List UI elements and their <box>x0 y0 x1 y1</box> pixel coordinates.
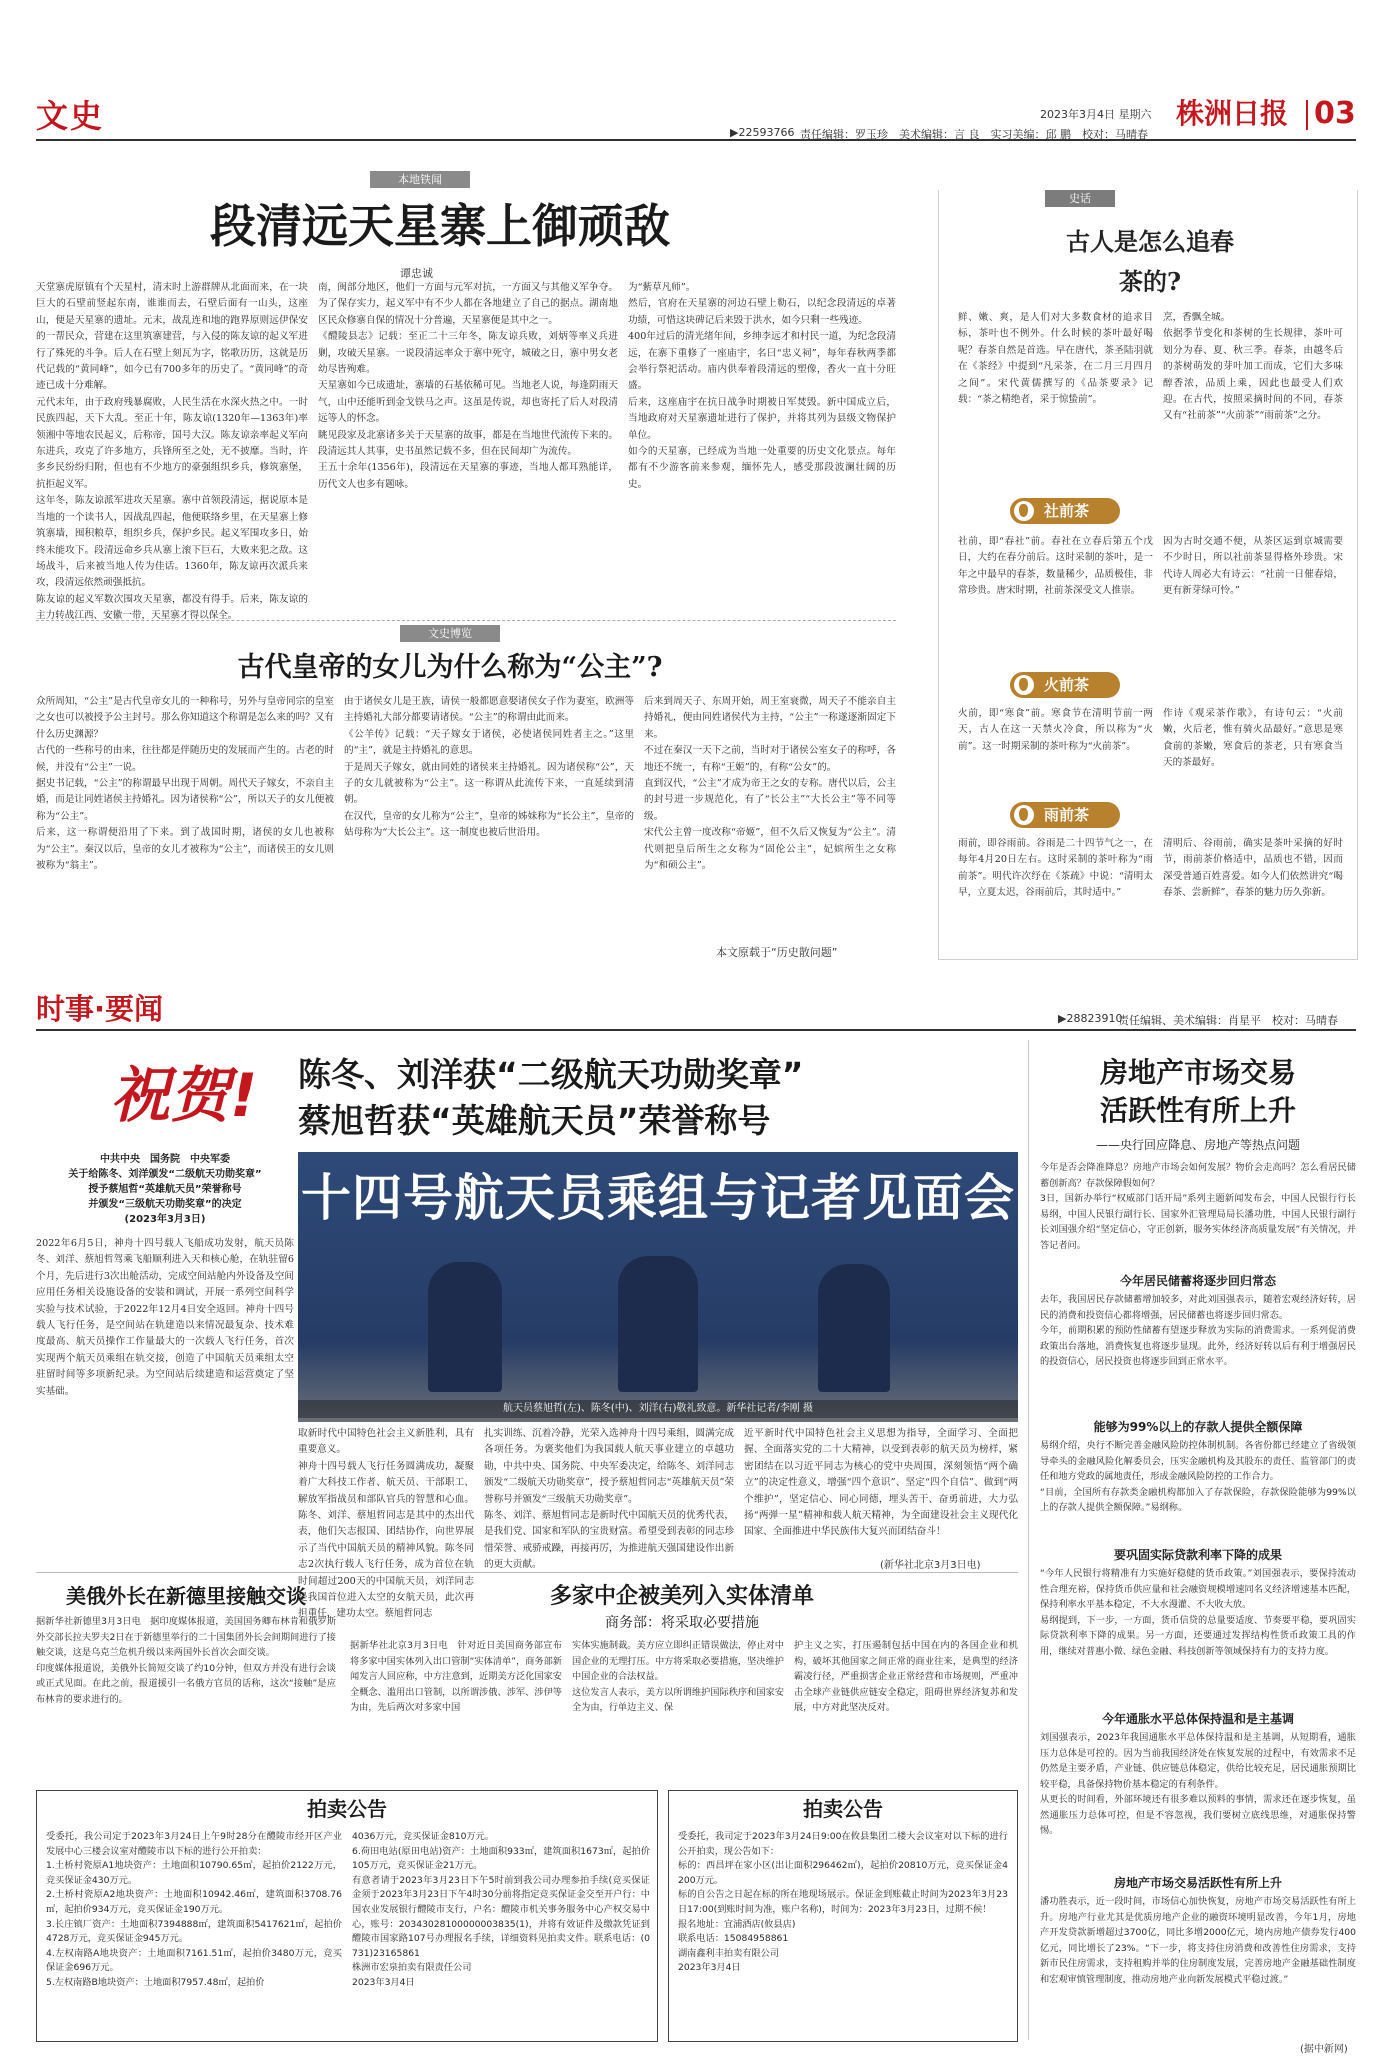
housing-title-2: 活跃性有所上升 <box>1099 1094 1296 1127</box>
russia-body: 据新华社新德里3月3日电 据印度媒体报道，美国国务卿布林肯和俄罗斯外交部长拉夫罗夫2日在于新德里举行的二十国集团外长会间期间进行了接触交谈，这是乌克兰危机升级以来两国外长首次会面交谈。 印度媒体报道说，美俄外长简短交谈了约10分钟，但双方并没有进行会谈或正式见面。在此之前，报道援引一名俄方官员的话称，这次“接触”是应布林肯的要求进行的。 <box>36 1616 336 1705</box>
section-title: 文史 <box>36 97 105 135</box>
housing-sub5: 房地产市场交易活跃性有所上升 <box>1113 1876 1282 1890</box>
sidebar-sub3-b: 清明后、谷雨前，确实是茶叶采摘的好时节，雨前茶价格适中，品质也不错，因而深受普通百姓喜爱。如今人们依然讲究“喝春茶、尝新鲜”，春茶的魅力历久弥新。 <box>1163 838 1343 899</box>
story1-col3: 为“紫草凡师”。 然后，官府在天星寨的河边石壁上勒石，以纪念段清远的卓著功绩，可惜这块碑记后来毁于洪水，如今只剩一些残迹。 400年过后的清光绪年间，乡绅李远才和村民一道，为纪念段清远，在寨下重修了一座庙宇，名曰“忠义祠”，每年春秋两季都会举行祭祀活动。庙内供奉着段清远的塑像，香火一直十分旺盛。 后来，这座庙宇在抗日战争时期被日军焚毁。新中国成立后，当地政府对天星寨遗址进行了保护，并将其列为县级文物保护单位。 如今的天星寨，已经成为当地一处重要的历史文化景点。每年都有不少游客前来参观，缅怀先人，感受那段波澜壮阔的历史。 <box>628 282 896 490</box>
story2-kicker: 文史博览 <box>400 625 500 642</box>
sidebar-sub2: 火前茶 <box>1010 672 1120 698</box>
news-editors: 责任编辑、美术编辑：肖星平 校对：马晴春 <box>1118 1014 1338 1027</box>
leaf-icon <box>1014 675 1034 695</box>
lead-col2: 取新时代中国特色社会主义新胜利，具有重要意义。 神舟十四号载人飞行任务圆满成功，凝聚着广大科技工作者、航天员、干部职工、解放军指战员和部队官兵的智慧和心血。陈冬、刘洋、蔡旭哲同志是其中的杰出代表，他们矢志报国、团结协作，向世界展示了当代中国航天员的精神风貌。陈冬同志2次执行载人飞行任务，成为首位在轨时间超过200天的中国航天员，刘洋同志是我国首位进入太空的女航天员，此次再担重任，建功太空。蔡旭哲同志 <box>298 1428 474 1620</box>
housing-p3: 易纲介绍，央行不断完善金融风险防控体制机制。各省份都已经建立了省级领导牵头的金融风险化解委员会，压实金融机构及其股东的责任、监管部门的责任和地方党政的属地责任，形成金融风险防控的工作合力。 “目前，全国所有存款类金融机构都加入了存款保险，存款保险能够为99%以上的存款人提供全额保障。”易纲称。 <box>1040 1440 1356 1513</box>
lead-col1: 2022年6月5日，神舟十四号载人飞船成功发射，航天员陈冬、刘洋、蔡旭哲驾乘飞船顺利进入天和核心舱，在轨驻留6个月，先后进行3次出舱活动，完成空间站舱内外设备及空间应用任务相关设施设备的安装和调试，开展一系列空间科学实验与技术试验，于2022年12月4日安全返回。神舟十四号载人飞行任务，是空间站在轨建造以来情况最复杂、技术难度最高、航天员操作工作量最大的一次载人飞行任务，首次实现两个航天员乘组在轨交接，创造了中国航天员乘组太空驻留时间等多项新纪录。为空间站后续建造和运营奠定了坚实基础。 <box>36 1238 294 1397</box>
astronaut-right <box>818 1264 890 1392</box>
astronaut-left <box>428 1262 502 1392</box>
sidebar-intro2: 烹，香飘全城。 依据季节变化和茶树的生长规律，茶叶可划分为春、夏、秋三季。春茶，由越冬后的茶树萌发的芽叶加工而成，它们大多味醇香浓，品质上乘，因此也最受人们欢迎。在古代，按照采摘时间的不同，春茶又有“社前茶”“火前茶”“雨前茶”之分。 <box>1163 312 1343 422</box>
sidebar-title-text: 古人是怎么追春茶的? <box>1066 227 1234 296</box>
lead-photo <box>298 1152 1018 1422</box>
sidebar-kicker: 史话 <box>1045 190 1115 207</box>
housing-sub2: 能够为99%以上的存款人提供全额保障 <box>1093 1420 1303 1434</box>
sidebar-title <box>1055 222 1245 302</box>
auction2-title: 拍卖公告 <box>803 1797 883 1821</box>
congrats-banner: 祝贺! <box>110 1061 258 1131</box>
story-divider <box>36 620 896 621</box>
housing-p6: 潘功胜表示，近一段时间，市场信心加快恢复，房地产市场交易活跃性有所上升。房地产行业尤其是优质房地产企业的融资环境明显改善，今年1月，房地产开发贷款新增超过3700亿，同比多增2000亿元，境内房地产债券发行400亿元，同比增长了23%。“下一步，将支持住房消费和改善性住房需求，支持新市民住房需求，支持租购并举的住房制度发展，完善房地产金融基础性制度和宏观审慎管理制度，推动房地产业向新发展模式平稳过渡。” <box>1040 1896 1356 1985</box>
header-phone: ▶22593766 <box>730 126 795 139</box>
russia-title: 美俄外长在新德里接触交谈 <box>66 1584 306 1608</box>
housing-p1: 今年是否会降准降息？房地产市场会如何发展？物价会走高吗？怎么看居民储蓄创新高？存款保障假如何？ 3日，国新办举行“权威部门话开局”系列主题新闻发布会，中国人民银行行长易纲，中国人民银行副行长、国家外汇管理局局长潘功胜，中国人民银行副行长刘国强介绍“坚定信心，守正创新，服务实体经济高质量发展”有关情况，并答记者问。 <box>1040 1162 1356 1251</box>
auction1-title: 拍卖公告 <box>307 1797 387 1821</box>
lead-title-1: 陈冬、刘洋获“二级航天功勋奖章” <box>298 1055 804 1094</box>
sidebar-sub1: 社前茶 <box>1010 498 1120 524</box>
lead-decision: 中共中央 国务院 中央军委 关于给陈冬、刘洋颁发“二级航天功勋奖章” 授予蔡旭哲“英雄航天员”荣誉称号 并颁发“三级航天功勋奖章”的决定 (2023年3月3日) <box>68 1154 262 1225</box>
lead-col4: 近平新时代中国特色社会主义思想为指导，全面学习、全面把握、全面落实党的二十大精神，以受到表彰的航天员为榜样，紧密团结在以习近平同志为核心的党中央周围，深刻领悟“两个确立”的决定性意义，增强“四个意识”、坚定“四个自信”、做到“两个维护”，坚定信心、同心同德，埋头苦干、奋勇前进，大力弘扬“两弹一星”精神和载人航天精神，为全面建设社会主义现代化国家、全面推进中华民族伟大复兴而团结奋斗！ <box>744 1428 1018 1538</box>
story1-col1: 天堂寨虎原镇有个天星村，清末时上游群牌从北面而来，在一块巨大的石壁前竖起东南，谁谁而去，石壁后面有一山头，这座山，便是天星寨的遗址。元末，战乱连和地的跑界原则远伊保安的一帮民众，营建在这里筑寨建营，与入侵的陈友谅的起义军进行了殊死的斗争。后人在石壁上刻瓦为字，铭歌历历，这就是历代记载的“黄同峰”，如今已有700多年的历史了。“黄同峰”的奇迹已成十分难解。 元代末年，由于政府残暴腐败，人民生活在水深火热之中。一时民族四起，天下大乱。至正十年，陈友谅(1320年—1363年)率领湘中等地农民起义，后称帝，国号大汉。陈友谅亲率起义军向东进兵，攻克了许多地方，兵锋所至之处，无不披靡。当时，许多乡民纷纷归附，但也有不少地方的豪强组织乡兵，修筑寨堡，抗拒起义军。 这年冬，陈友谅派军进攻天星寨。寨中首领段清远，据说原本是当地的一个读书人，因战乱四起，他便联络乡里，在天星寨上修筑寨墙，囤积粮草，组织乡兵，保护乡民。起义军围攻多日，始终未能攻下。段清远命乡兵从寨上滚下巨石，大败来犯之敌。这场战斗，后来被当地人传为佳话。1360年，陈友谅再次派兵来攻，段清远依然顽强抵抗。 陈友谅的起义军数次围攻天星寨，都没有得手。后来，陈友谅的主力转战江西、安徽一带，天星寨才得以保全。 <box>36 282 308 622</box>
header-rule <box>36 139 1356 141</box>
entity-subtitle: 商务部：将采取必要措施 <box>605 1615 759 1631</box>
sidebar-sub2-a: 火前，即“寒食”前。寒食节在清明节前一两天，古人在这一天禁火冷食，所以称为“火前”。这一时期采制的茶叶称为“火前茶”。 <box>958 708 1153 752</box>
auction2-body: 受委托，我司定于2023年3月24日9:00在攸县集团二楼大会议室对以下标的进行公开拍卖，现公告如下： 标的：西昌坪在家小区(出让面积296462㎡)，起拍价20810万元，竞买保证金4200万元。 标的自公告之日起在标的所在地现场展示。保证金到账截止时间为2023年3月23日17:00(到账时间为准，账户名称)，时间为：2023年3月23日，过期不候！ 报名地址：宜浦酒店(攸县店) 联系电话：15084958861 湖南鑫利丰拍卖有限公司 2023年3月4日 <box>678 1831 1008 1974</box>
entity-col3: 护主义之实，打压遏制包括中国在内的各国企业和机构，破坏其他国家之间正常的商业往来，是典型的经济霸凌行径，严重损害企业正常经营和市场规则，严重冲击全球产业链供应链安全稳定，阻碍世界经济复苏和发展，中方对此坚决反对。 <box>794 1640 1018 1713</box>
header-date: 2023年3月4日 星期六 <box>1040 108 1152 121</box>
entity-col2: 实体实施制裁。美方应立即纠正错误做法，停止对中国企业的无理打压。中方将采取必要措施，坚决维护中国企业的合法权益。 这位发言人表示，美方以所谓维护国际秩序和国家安全为由，行单边主义、保 <box>572 1640 784 1713</box>
story1-author: 谭忠诚 <box>400 267 433 280</box>
leaf-icon <box>1014 805 1034 825</box>
housing-credit: (据中新网) <box>1300 2044 1348 2055</box>
story1-title: 段清远天星寨上御顽敌 <box>210 199 670 253</box>
story1-col2: 南，闽部分地区，他们一方面与元军对抗，一方面又与其他义军争夺。为了保存实力，起义军中有不少人都在各地建立了自己的据点。湖南地区民众修寨自保的情况十分普遍，天星寨便是其中之一。 《醴陵县志》记载：至正二十三年冬，陈友谅兵败，刘炳等率义兵进剿，攻破天星寨。一说段清远率众于寨中死守，城破之日，寨中男女老幼尽皆殉难。 天星寨如今已成遗址，寨墙的石基依稀可见。当地老人说，每逢阴雨天气，山中还能听到金戈铁马之声。这虽是传说，却也寄托了后人对段清远等人的怀念。 眺见段家及北寨诸多关于天星寨的故事，都是在当地世代流传下来的。段清远其人其事，史书虽然记载不多，但在民间却广为流传。 王五十余年(1356年)，段清远在天星寨的事迹，当地人都耳熟能详，历代文人也多有题咏。 <box>318 282 618 490</box>
entity-title: 多家中企被美列入实体清单 <box>549 1583 814 1609</box>
sidebar-intro: 鲜、嫩、爽，是人们对大多数食材的追求目标，茶叶也不例外。什么时候的茶叶最好喝呢？春茶自然是首选。早在唐代，茶圣陆羽就在《茶经》中提到“凡采茶，在二月三月四月之间”。宋代黄儒撰写的《品茶要录》记载：“茶之精绝者，采于惊蛰前”。 <box>958 312 1153 406</box>
sidebar-sub2-b: 作诗《观采茶作歌》，有诗句云：“火前嫩，火后老，惟有骑火品最好。”意思是寒食前的茶嫩，寒食后的茶老，只有寒食当天的茶最好。 <box>1163 708 1343 769</box>
header-sep <box>1306 100 1308 130</box>
housing-p4: “今年人民银行将精准有力实施好稳健的货币政策。”刘国强表示，要保持流动性合理充裕，保持货币供应量和社会融资规模增速同名义经济增速基本匹配，保持利率水平基本稳定，不大水漫灌、不大收大放。 易纲提到，下一步，一方面，货币信贷的总量要适度、节奏要平稳，要巩固实际贷款利率下降的成果。另一方面，还要通过发挥结构性货币政策工具的作用，继续对普惠小微、绿色金融、科技创新等领域保持有力的支持力度。 <box>1040 1568 1356 1657</box>
housing-subtitle: ——央行回应降息、房地产等热点问题 <box>1095 1138 1300 1152</box>
lead-col3: 扎实训练、沉着冷静，光荣入选神舟十四号乘组，圆满完成各项任务。为褒奖他们为我国载人航天事业建立的卓越功勋，中共中央、国务院、中央军委决定，给陈冬、刘洋同志颁发“二级航天功勋奖章”，授予蔡旭哲同志“英雄航天员”荣誉称号并颁发“三级航天功勋奖章”。 陈冬、刘洋、蔡旭哲同志是新时代中国航天员的优秀代表，是我们党、国家和军队的宝贵财富。希望受到表彰的同志珍惜荣誉、戒骄戒躁，再接再厉，为推进航天强国建设作出新的更大贡献。 <box>484 1428 734 1571</box>
news-phone: ▶28823910 <box>1058 1012 1123 1025</box>
lead-title-2: 蔡旭哲获“英雄航天员”荣誉称号 <box>298 1101 771 1140</box>
sidebar-sub3: 雨前茶 <box>1010 802 1120 828</box>
news-column-rule <box>1028 1040 1029 2040</box>
housing-p5: 刘国强表示，2023年我国通胀水平总体保持温和是主基调，从短期看，通胀压力总体是可控的。因为当前我国经济处在恢复发展的过程中，有效需求不足仍然是主要矛盾，产业链、供应链总体稳定，供给比较充足，居民通胀预期比较平稳，具备保持物价基本稳定的有利条件。 从更长的时间看，外部环境还有很多难以预料的事情，需求还在逐步恢复，虽然通胀压力总体可控，但是不容忽视，我们要树立底线思维，对通胀保持警惕。 <box>1040 1732 1356 1836</box>
sidebar-sub3-a: 雨前，即谷雨前。谷雨是二十四节气之一，在每年4月20日左右。这时采制的茶叶称为“雨前茶”。明代许次纾在《茶疏》中说：“清明太早，立夏太迟，谷雨前后，其时适中。” <box>958 838 1153 899</box>
header-editors: 责任编辑：罗玉珍 美术编辑：言 良 实习美编：邱 鹏 校对：马晴春 <box>800 128 1148 141</box>
paper-logo: 株洲日报 <box>1176 97 1289 130</box>
story2-title: 古代皇帝的女儿为什么称为“公主”? <box>237 652 663 683</box>
sidebar-sub1-a: 社前，即“春社”前。春社在立春后第五个戊日，大约在春分前后。这时采制的茶叶，是一年之中最早的春茶，数量稀少，品质极佳，非常珍贵。唐宋时期，社前茶深受文人推崇。 <box>958 536 1153 597</box>
sidebar-sub1-b: 因为古时交通不便，从茶区运到京城需要不少时日，所以社前茶显得格外珍贵。宋代诗人周必大有诗云：“社前一日催春焙，更有新芽绿可怜。” <box>1163 536 1343 597</box>
story1-kicker: 本地铁闻 <box>370 171 470 188</box>
lead-credit: (新华社北京3月3日电) <box>880 1560 981 1571</box>
mid-rule <box>36 1572 1018 1573</box>
housing-sub3: 要巩固实际贷款利率下降的成果 <box>1113 1548 1282 1562</box>
auction1-col2: 4036万元，竞买保证金810万元。 6.荷田电站(原田电站)资产：土地面积933㎡，建筑面积1673㎡，起拍价105万元，竞买保证金21万元。 有意者请于2023年3月23日下午5时前到我公司办理参拍手续(竞买保证金须于2023年3月23日下午4时30分前将指定竞买保证金交至开户行：中国农业发展银行醴陵市支行，户名：醴陵市机关事务服务中心产权交易中心，账号：20343028100000003835(1)，并将有效证件及缴款凭证到醴陵市国家路107号办理报名手续，详细资料见拍卖文件。联系电话：(0731)23165861 株洲市宏泉拍卖有限责任公司 2023年3月4日 <box>352 1831 650 1988</box>
leaf-icon <box>1014 501 1034 521</box>
photo-caption: 航天员蔡旭哲(左)、陈冬(中)、刘洋(右)敬礼致意。新华社记者/李刚 摄 <box>298 1400 1018 1418</box>
housing-sub4: 今年通胀水平总体保持温和是主基调 <box>1101 1712 1294 1726</box>
story2-col1: 众所周知，“公主”是古代皇帝女儿的一种称号，另外与皇帝同宗的皇室之女也可以被授予公主封号。那么你知道这个称谓是怎么来的吗？又有什么历史渊源？ 古代的一些称号的由来，往往都是伴随历史的发展而产生的。古老的时候，并没有“公主”一说。 据史书记载，“公主”的称谓最早出现于周朝。周代天子嫁女，不亲自主婚，而是让同姓诸侯主持婚礼。因为诸侯称“公”，所以天子的女儿便被称为“公主”。 后来，这一称谓便沿用了下来。到了战国时期，诸侯的女儿也被称为“公主”。秦汉以后，皇帝的女儿才被称为“公主”，而诸侯王的女儿则被称为“翁主”。 <box>36 696 334 872</box>
story2-col2: 由于诸侯女儿是王族，请侯一般都愿意娶诸侯女子作为妻室，欧洲等主持婚礼大部分都要请诸侯。“公主”的称谓由此而来。 《公羊传》记载：“天子嫁女于诸侯，必使诸侯同姓者主之。”这里的“主”，就是主持婚礼的意思。 于是周天子嫁女，就由同姓的诸侯来主持婚礼。因为诸侯称“公”，天子的女儿就被称为“公主”。这一称谓从此流传下来，一直延续到清朝。 在汉代，皇帝的女儿称为“公主”，皇帝的姊妹称为“长公主”，皇帝的姑母称为“大长公主”。这一制度也被后世沿用。 <box>344 696 634 839</box>
page-number: 03 <box>1314 96 1356 131</box>
photo-banner: 十四号航天员乘组与记者见面会 <box>301 1169 1015 1227</box>
housing-title-1: 房地产市场交易 <box>1099 1056 1296 1089</box>
story2-col3: 后来到周天子、东周开始，周王室衰微，周天子不能亲自主持婚礼，便由同姓诸侯代为主持，“公主”一称遂逐渐固定下来。 不过在秦汉一天下之前，当时对于诸侯公室女子的称呼，各地还不统一，有称“王姬”的，有称“公女”的。 直到汉代，“公主”才成为帝王之女的专称。唐代以后，公主的封号进一步规范化，有了“长公主”“大长公主”等不同等级。 宋代公主曾一度改称“帝姬”，但不久后又恢复为“公主”。清代则把皇后所生之女称为“固伦公主”，妃嫔所生之女称为“和硕公主”。 <box>644 696 896 872</box>
story2-source: 本文原载于“历史散问题” <box>716 946 838 959</box>
astronaut-center <box>618 1256 698 1392</box>
news-header-rule <box>36 1029 1356 1031</box>
housing-sub1: 今年居民储蓄将逐步回归常态 <box>1119 1274 1276 1288</box>
auction1-col1: 受委托，我公司定于2023年3月24日上午9时28分在醴陵市经开区产业发展中心三楼会议室对醴陵市以下标的进行公开拍卖： 1.土桥村瓷原A1地块资产：土地面积10790.65㎡，起拍价2122万元，竞买保证金430万元。 2.土桥村瓷原A2地块资产：土地面积10942.46㎡，建筑面积3708.76㎡，起拍价934万元，竞买保证金190万元。 3.长庄镇厂资产：土地面积7394888㎡，建筑面积5417621㎡，起拍价4728万元，竞买保证金945万元。 4.左权南路A地块资产：土地面积7161.51㎡，起拍价3480万元，竞买保证金696万元。 5.左权南路B地块资产：土地面积7957.48㎡，起拍价 <box>46 1831 342 1988</box>
housing-p2: 去年，我国居民存款储蓄增加较多，对此刘国强表示，随着宏观经济好转，居民的消费和投资信心都将增强，居民储蓄也将逐步回归常态。 今年，前期积累的预防性储蓄有望逐步释放为实际的消费需求。一系列促消费政策出台落地，消费恢复也将逐步显现。此外，经济好转以后有利于增强居民的投资信心，居民投资也将逐步回到正常水平。 <box>1040 1294 1356 1367</box>
news-section-title: 时事·要闻 <box>36 992 164 1026</box>
entity-col1: 据新华社北京3月3日电 针对近日美国商务部宣布将多家中国实体列入出口管制“实体清单”，商务部新闻发言人回应称，中方注意到，近期美方泛化国家安全概念、滥用出口管制，以所谓涉俄、涉军、涉伊等为由，先后两次对多家中国 <box>350 1640 562 1713</box>
